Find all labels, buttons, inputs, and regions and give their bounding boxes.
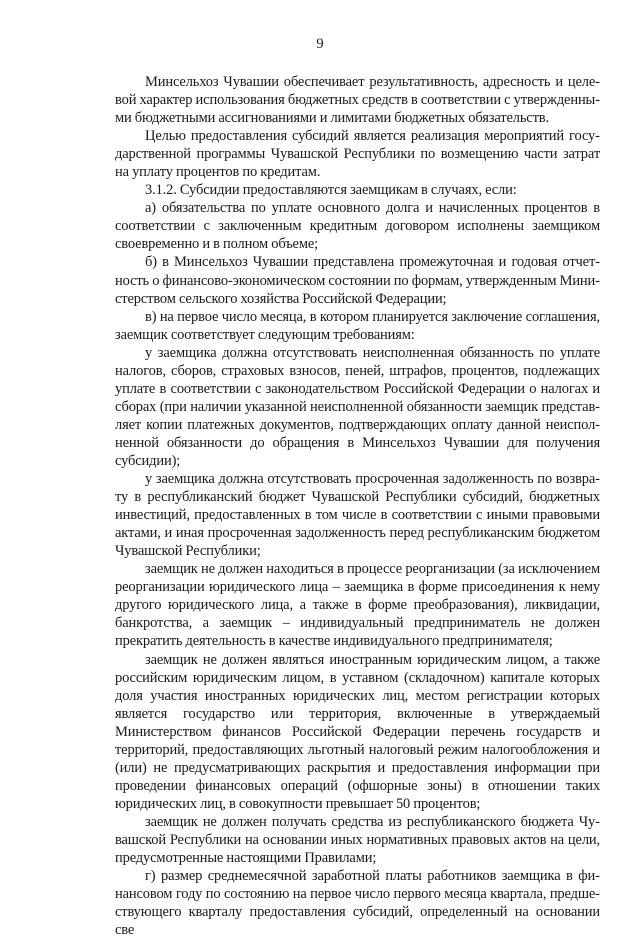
paragraph-not-foreign-entity: заемщик не должен являться иностранным юридическим лицом, а также российским юридическим лицом, в уставном (складочном) капитале которых доля участия иностранных юридических лиц, местом регистрации которых является государство или территория, включенные в утверждаемый Министерством финансов Российской Федерации перечень государств и территорий, предоставляющих льготный налоговый режим налогообложения и (или) не предусматривающих раскрытия и предоставления информации при проведении финансовых операций (офшорные зоны) в отношении таких юридических лиц, в совокупности превышает 50 процентов; <box>115 651 600 812</box>
paragraph-no-reorganization: заемщик не должен находиться в процессе реорганизации (за исключением реорганизации юридического лица – заемщика в форме присоединения к нему другого юридического лица, а также в форме преобразования), ликвидации, банкротства, а заемщик – индивидуальный предприниматель не должен прекратить деятельность в качестве индивидуального предпринимателя; <box>115 561 600 650</box>
paragraph-budget-effectiveness: Минсельхоз Чувашии обеспечивает результативность, адресность и целевой характер использования бюджетных средств в соответствии с утвержденными бюджетными ассигнованиями и лимитами бюджетных обязательств. <box>115 74 600 127</box>
paragraph-no-other-funds: заемщик не должен получать средства из республиканского бюджета Чувашской Республики на основании иных нормативных правовых актов на цели, предусмотренные настоящими Правилами; <box>115 813 600 867</box>
paragraph-no-overdue-debt: у заемщика должна отсутствовать просроченная задолженность по возврату в республиканский бюджет Чувашской Республики субсидий, бюджетных инвестиций, предоставленных в том числе в соответствии с иными правовыми актами, и иная просроченная задолженность перед республиканским бюджетом Чувашской Республики; <box>115 471 600 560</box>
paragraph-condition-g: г) размер среднемесячной заработной платы работников заемщика в финансовом году по состоянию на первое число первого месяца квартала, предшествующего кварталу предоставления субсидий, определенный на основании све <box>115 868 600 939</box>
paragraph-condition-c: в) на первое число месяца, в котором планируется заключение соглашения, заемщик соответствует следующим требованиям: <box>115 308 600 343</box>
paragraph-condition-b: б) в Минсельхоз Чувашии представлена промежуточная и годовая отчетность о финансово-экономическом состоянии по формам, утвержденным Министерством сельского хозяйства Российской Федерации; <box>115 254 600 307</box>
paragraph-section-3-1-2: 3.1.2. Субсидии предоставляются заемщикам в случаях, если: <box>145 182 517 199</box>
document-body <box>115 73 600 939</box>
paragraph-subsidy-purpose: Целью предоставления субсидий является реализация мероприятий государственной программы Чувашской Республики по возмещению части затрат на уплату процентов по кредитам. <box>115 128 600 181</box>
paragraph-no-tax-debt: у заемщика должна отсутствовать неисполненная обязанность по уплате налогов, сборов, страховых взносов, пеней, штрафов, процентов, подлежащих уплате в соответствии с законодательством Российской Федерации о налогах и сборах (при наличии указанной неисполненной обязанности заемщик представляет копии платежных документов, подтверждающих оплату данной неисполненной обязанности до обращения в Минсельхоз Чувашии для получения субсидии); <box>115 344 600 469</box>
paragraph-condition-a: а) обязательства по уплате основного долга и начисленных процентов в соответствии с заключенным кредитным договором исполнены заемщиком своевременно и в полном объеме; <box>115 200 600 253</box>
page-number: 9 <box>316 36 324 52</box>
